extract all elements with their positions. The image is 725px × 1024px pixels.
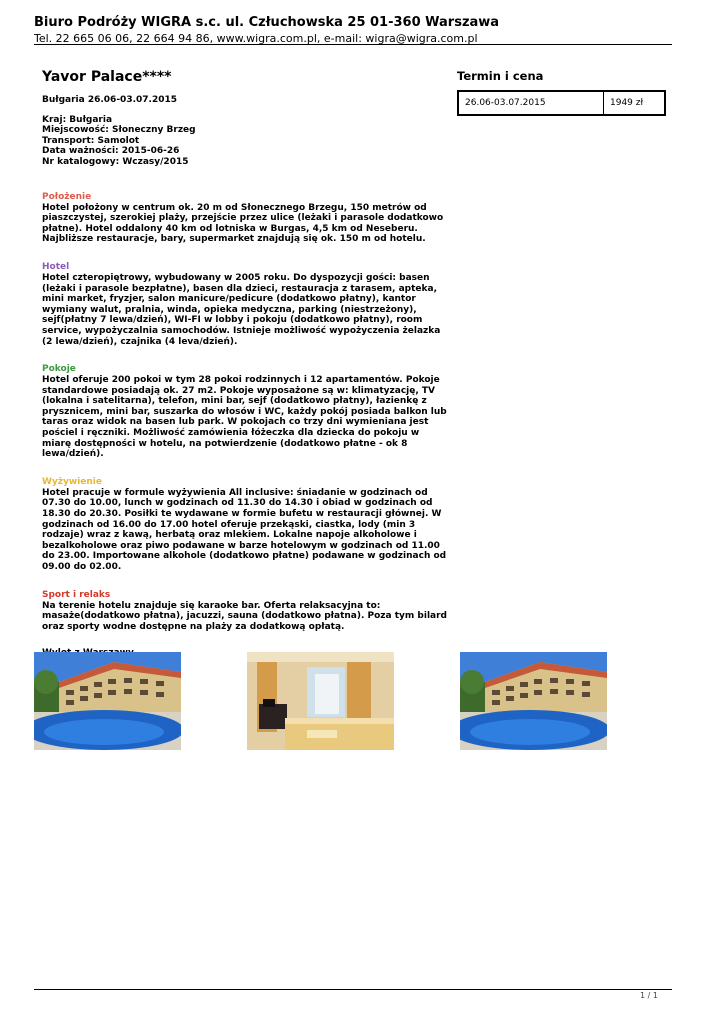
section-body: Hotel pracuje w formule wyżywienia All inclusive: śniadanie w godzinach od 07.30 do 10.00, lunch w godzinach od 11.30 do 14.30 i obiad w godzinach od 18.30 do 20.30. Posiłki te wydawane w formie bufetu w restauracji głównej. W godzinach od 16.00 do 17.00 hotel oferuje przekąski, ciastka, lody (min 3 rodzaje) wraz z kawą, herbatą oraz mlekiem. Lokalne napoje alkoholowe i bezalkoholowe oraz piwo podawane w barze hotelowym w godzinach od 11.00 do 23.00. Importowane alkohole (dodatkowo płatne) podawane w godzinach od 09.00 do 02.00. bbox=[42, 487, 447, 572]
pricing-panel bbox=[457, 68, 667, 116]
section-hotel bbox=[42, 262, 447, 347]
section-heading: Położenie bbox=[42, 191, 92, 202]
section-rooms bbox=[42, 364, 447, 460]
section-sport bbox=[42, 590, 447, 633]
detail-location: Miejscowość: Słoneczny Brzeg bbox=[42, 125, 196, 136]
header-divider bbox=[34, 44, 672, 45]
hotel-room-photo bbox=[247, 652, 394, 750]
page-number: 1 / 1 bbox=[640, 991, 658, 1000]
section-body: Hotel czteropiętrowy, wybudowany w 2005 roku. Do dyspozycji gości: basen (leżaki i parasole bezpłatne), basen dla dzieci, restauracja z tarasem, apteka, mini market, fryzjer, salon manicure/pedicure (dodatkowo płatny), kantor wymiany walut, pralnia, winda, opieka medyczna, parking (niestrzeżony), sejf(płatny 7 lewa/dzień), WI-FI w lobby i pokoju (dodatkowo płatny), room service, wypożyczalnia samochodów. Istnieje możliwość wypożyczenia żelazka (2 lewa/dzień), czajnika (4 leva/dzień). bbox=[42, 272, 441, 347]
offer-details bbox=[42, 115, 447, 168]
section-body: Hotel położony w centrum ok. 20 m od Słonecznego Brzegu, 150 metrów od piaszczystej, szerokiej plaży, przejście przez ulice (leżaki i parasole dodatkowo płatne). Hotel oddalony 40 km od lotniska w Burgas, 4,5 km od Neseberu. Najbliższe restauracje, bary, supermarket znajdują się ok. 150 m od hotelu. bbox=[42, 202, 444, 245]
document-header bbox=[34, 15, 674, 46]
detail-catalog-number: Nr katalogowy: Wczasy/2015 bbox=[42, 156, 189, 167]
offer-subtitle: Bułgaria 26.06-03.07.2015 bbox=[42, 95, 177, 105]
offer-description bbox=[42, 68, 447, 659]
section-board bbox=[42, 477, 447, 573]
section-heading: Sport i relaks bbox=[42, 589, 111, 600]
detail-transport: Transport: Samolot bbox=[42, 135, 140, 146]
offer-title: Yavor Palace**** bbox=[42, 69, 172, 85]
company-line: Biuro Podróży WIGRA s.c. ul. Człuchowska 25 01-360 Warszawa bbox=[34, 15, 500, 30]
price-amount: 1949 zł bbox=[610, 98, 644, 108]
section-heading: Hotel bbox=[42, 261, 70, 272]
price-row bbox=[457, 90, 666, 116]
section-location bbox=[42, 192, 447, 245]
section-heading: Wyżywienie bbox=[42, 476, 102, 487]
detail-valid-date: Data ważności: 2015-06-26 bbox=[42, 146, 180, 157]
section-heading: Pokoje bbox=[42, 364, 76, 375]
detail-country: Kraj: Bułgaria bbox=[42, 114, 113, 125]
footer-divider bbox=[34, 989, 672, 990]
section-body: Hotel oferuje 200 pokoi w tym 28 pokoi rodzinnych i 12 apartamentów. Pokoje standardowe posiadają ok. 27 m2. Pokoje wyposażone są w: klimatyzację, TV (lokalna i satelitarna), telefon, mini bar, sejf (dodatkowo płatny), łazienkę z prysznicem, mini bar, suszarka do włosów i WC, każdy pokój posiada balkon lub taras oraz widok na basen lub park. W pokojach co trzy dni wymieniana jest pościel i ręczniki. Możliwość zamówienia łóżeczka dla dziecka do pokoju w miarę dostępności w hotelu, na potwierdzenie (dodatkowo płatne - ok 8 lewa/dzień). bbox=[42, 375, 447, 460]
hotel-pool-photo bbox=[460, 652, 607, 750]
pricing-title: Termin i cena bbox=[457, 69, 544, 83]
contact-line: Tel. 22 665 06 06, 22 664 94 86, www.wigra.com.pl, e-mail: wigra@wigra.com.pl bbox=[34, 32, 478, 45]
hotel-pool-photo bbox=[34, 652, 181, 750]
section-body: Na terenie hotelu znajduje się karaoke bar. Oferta relaksacyjna to: masaże(dodatkowo płatna), jacuzzi, sauna (dodatkowo płatna). Poza tym bilard oraz sporty wodne dostępne na plaży za dodatkową opłatą. bbox=[42, 600, 447, 632]
price-date: 26.06-03.07.2015 bbox=[459, 92, 604, 114]
